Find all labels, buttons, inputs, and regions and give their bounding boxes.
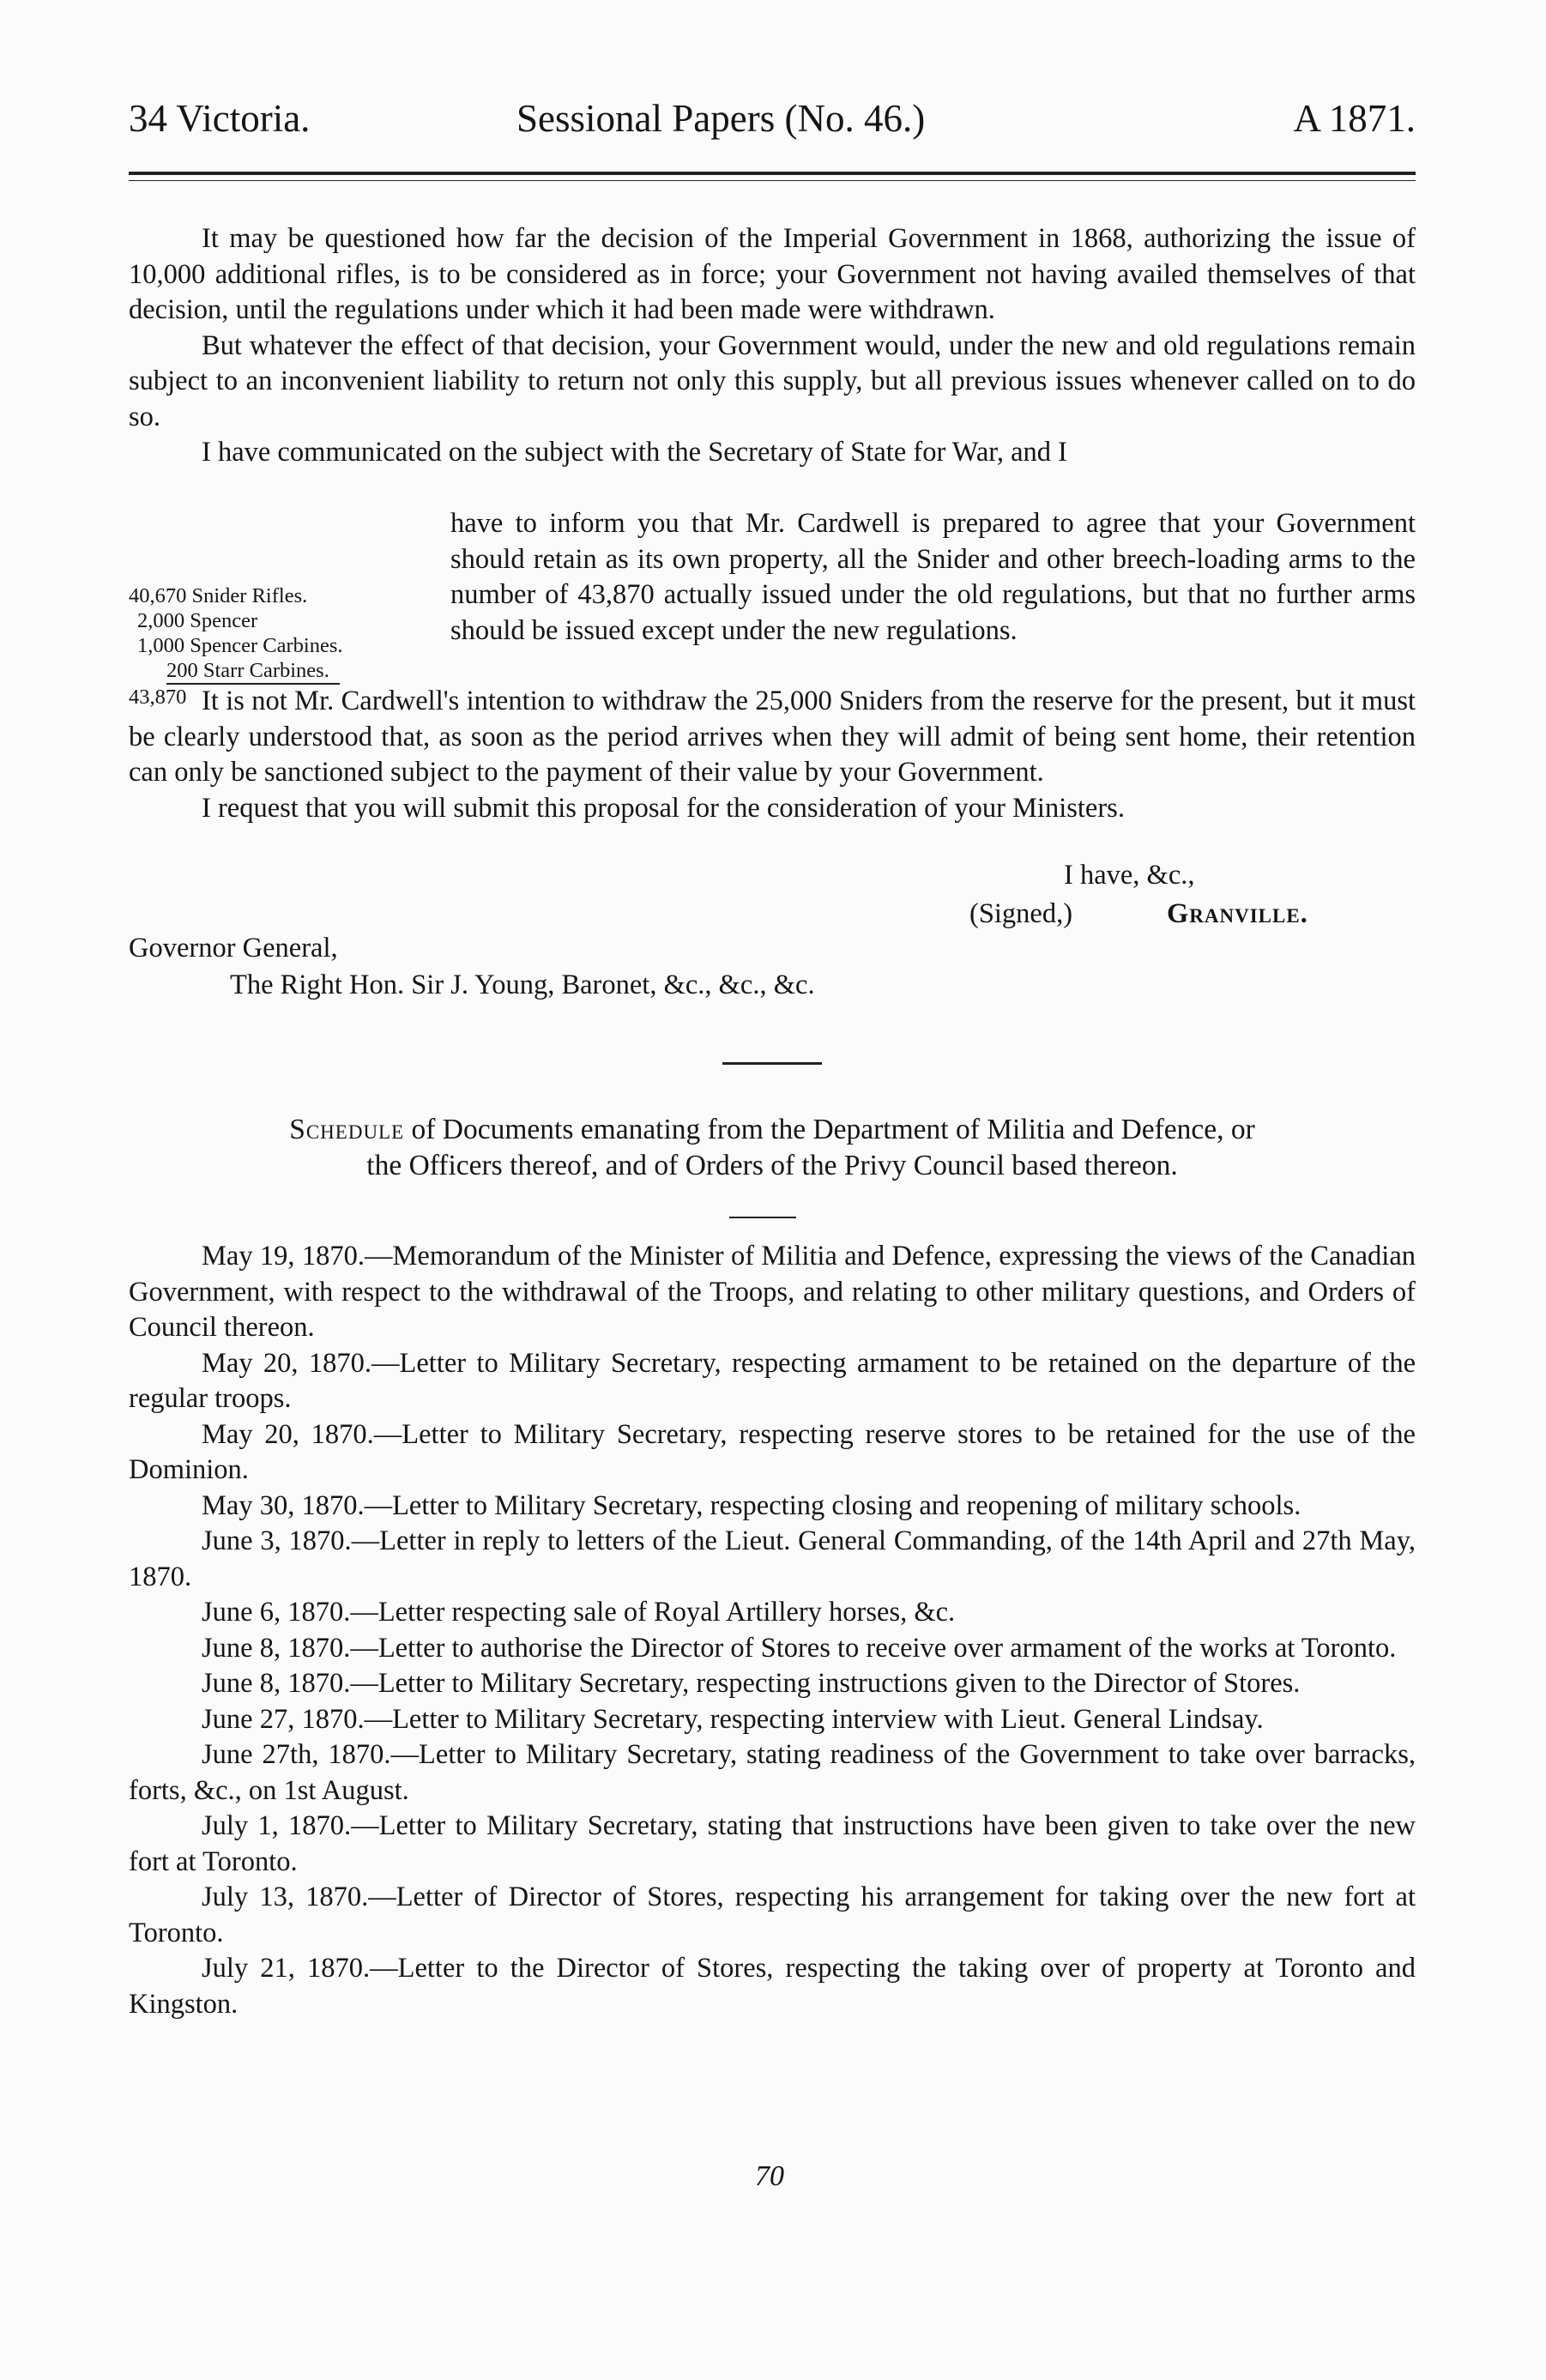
schedule-entry: May 20, 1870.—Letter to Military Secretary, respecting armament to be retained on the departure of the regular troops. (129, 1347, 1416, 1414)
schedule-entry: July 21, 1870.—Letter to the Director of Stores, respecting the taking over of property at Toronto and Kingston. (129, 1953, 1416, 2020)
letter-paragraph: It may be questioned how far the decision of the Imperial Government in 1868, authorizing the issue of 10,000 additional rifles, is to be considered as in force; your Government not having availed themselves of that decision, until the regulations under which it had been made were withdrawn. (129, 223, 1416, 325)
schedule-entry: May 30, 1870.—Letter to Military Secretary, respecting closing and reopening of military schools. (202, 1489, 1301, 1521)
letter-body-indented (450, 506, 1416, 649)
margin-item: 40,670 Snider Rifles. (129, 584, 308, 607)
schedule-entry: June 6, 1870.—Letter respecting sale of Royal Artillery horses, &c. (202, 1597, 956, 1628)
section-divider (729, 1217, 796, 1218)
signed-label: (Signed,) (969, 898, 1073, 929)
letter-paragraph: have to inform you that Mr. Cardwell is prepared to agree that your Government should retain as its own property, all the Snider and other breech-loading arms to the number of 43,870 actually issued under the old regulations, but that no further arms should be issued except under the new regulations. (450, 508, 1416, 646)
schedule-title-line: the Officers thereof, and of Orders of the Privy Council based thereon. (366, 1150, 1178, 1181)
running-header (129, 93, 1416, 144)
header-session: 34 Victoria. (129, 97, 311, 140)
section-divider (722, 1062, 822, 1065)
addressee-title: Governor General, (129, 933, 338, 963)
margin-item-wrap (129, 658, 343, 685)
header-rule-thick (129, 172, 1416, 175)
letter-paragraph: It is not Mr. Cardwell's intention to withdraw the 25,000 Sniders from the reserve for the present, but it must be clearly understood that, as soon as the period arrives when they will admit of being sent home, their retention can only be sanctioned subject to the payment of their value by your Government. (129, 686, 1416, 788)
schedule-title-line (129, 1112, 1416, 1148)
schedule-title-lead: Schedule (289, 1114, 405, 1145)
addressee-name: The Right Hon. Sir J. Young, Baronet, &c., &c., &c. (230, 970, 815, 1000)
schedule-title (129, 1112, 1416, 1184)
margin-total: 43,870 (129, 686, 187, 709)
margin-item: 1,000 Spencer Carbines. (137, 634, 343, 657)
letter-paragraph: I have communicated on the subject with the Secretary of State for War, and I (202, 437, 1067, 468)
letter-paragraph: But whatever the effect of that decision, your Government would, under the new and old regulations remain subject to an inconvenient liability to return not only this supply, but all previous issues whenever called on to do so. (129, 329, 1416, 432)
schedule-entry: June 27th, 1870.—Letter to Military Secretary, stating readiness of the Government to take over barracks, forts, &c., on 1st August. (129, 1739, 1416, 1806)
margin-item: 200 Starr Carbines. (166, 658, 340, 685)
header-title: Sessional Papers (No. 46.) (516, 97, 926, 140)
letter-body (129, 221, 1416, 471)
schedule-entry: May 20, 1870.—Letter to Military Secretary, respecting reserve stores to be retained for the use of the Dominion. (129, 1418, 1416, 1485)
schedule-entries (129, 1239, 1416, 2022)
schedule-entry: July 13, 1870.—Letter of Director of Stores, respecting his arrangement for taking over the new fort at Toronto. (129, 1882, 1416, 1948)
schedule-entry: June 8, 1870.—Letter to Military Secretary, respecting instructions given to the Director of Stores. (202, 1668, 1301, 1699)
schedule-entry: June 8, 1870.—Letter to authorise the Director of Stores to receive over armament of the works at Toronto. (202, 1632, 1397, 1664)
header-year: A 1871. (1293, 97, 1416, 140)
letter-body-continued (129, 684, 1416, 826)
page-number: 70 (755, 2160, 784, 2192)
schedule-entry: May 19, 1870.—Memorandum of the Minister of Militia and Defence, expressing the views of the Canadian Government, with respect to the withdrawal of the Troops, and relating to other military questions, and Orders of Council thereon. (129, 1241, 1416, 1343)
schedule-entry: June 3, 1870.—Letter in reply to letters of the Lieut. General Commanding, of the 14th April and 27th May, 1870. (129, 1525, 1416, 1592)
signature: Granville. (1167, 898, 1308, 929)
schedule-entry: July 1, 1870.—Letter to Military Secretary, stating that instructions have been given to take over the new fort at Toronto. (129, 1810, 1416, 1877)
letter-paragraph: I request that you will submit this proposal for the consideration of your Ministers. (202, 792, 1125, 824)
schedule-entry: June 27, 1870.—Letter to Military Secretary, respecting interview with Lieut. General Lindsay. (202, 1703, 1264, 1735)
schedule-title-rest: of Documents emanating from the Department of Militia and Defence, or (404, 1114, 1255, 1145)
header-rule-thin (129, 180, 1416, 181)
margin-item: 2,000 Spencer (137, 609, 258, 632)
closing: I have, &c., (1064, 860, 1195, 891)
